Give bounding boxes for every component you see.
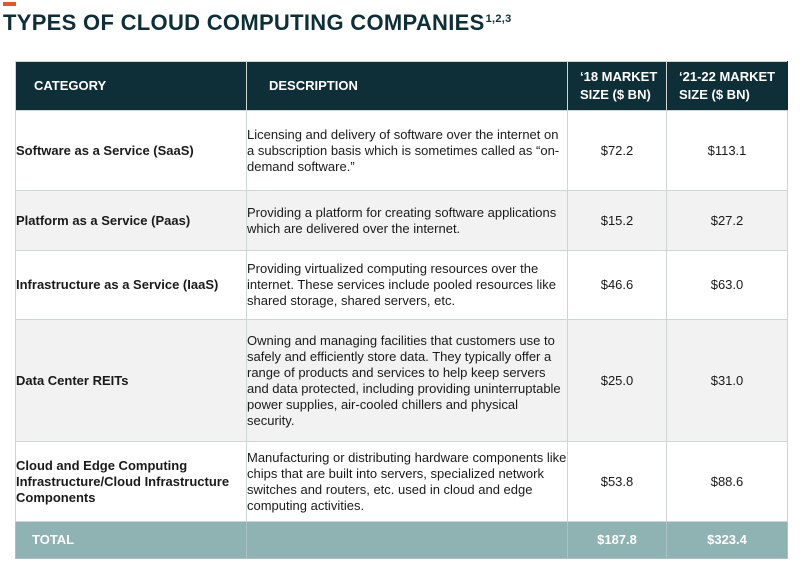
row-description: Providing virtualized computing resources over the internet. These services include pooled resources like shared storage, shared servers, etc. <box>247 251 568 320</box>
row-market-2122: $88.6 <box>667 442 788 522</box>
table-total-row <box>16 522 788 559</box>
header-market-2122: ‘21-22 MARKET SIZE ($ BN) <box>667 62 788 111</box>
title-text: TYPES OF CLOUD COMPUTING COMPANIES <box>3 10 485 35</box>
row-description: Owning and managing facilities that customers use to safely and efficiently store data. They typically offer a range of products and services to help keep servers and data protected, including providing uninterruptable power supplies, air-cooled chillers and physical security. <box>247 320 568 442</box>
table-header-row <box>16 62 788 111</box>
total-market-2122: $323.4 <box>667 522 788 559</box>
table-row <box>16 320 788 442</box>
header-market-2018: ‘18 MARKET SIZE ($ BN) <box>568 62 667 111</box>
table-row <box>16 251 788 320</box>
table-row <box>16 111 788 191</box>
row-description: Licensing and delivery of software over the internet on a subscription basis which is sometimes called as “on-demand software.” <box>247 111 568 191</box>
header-category: CATEGORY <box>16 62 247 111</box>
page-title <box>3 10 512 40</box>
row-market-2122: $31.0 <box>667 320 788 442</box>
row-market-2122: $63.0 <box>667 251 788 320</box>
table-row <box>16 442 788 522</box>
table-row <box>16 191 788 251</box>
row-description: Manufacturing or distributing hardware components like chips that are built into servers, specialized network switches and routers, etc. used in cloud and edge computing activities. <box>247 442 568 522</box>
row-market-2122: $113.1 <box>667 111 788 191</box>
header-description: DESCRIPTION <box>247 62 568 111</box>
row-market-2122: $27.2 <box>667 191 788 251</box>
row-category: Platform as a Service (Paas) <box>16 191 247 251</box>
row-category: Infrastructure as a Service (IaaS) <box>16 251 247 320</box>
row-market-2018: $25.0 <box>568 320 667 442</box>
total-market-2018: $187.8 <box>568 522 667 559</box>
row-category: Data Center REITs <box>16 320 247 442</box>
total-label: TOTAL <box>16 522 247 559</box>
row-market-2018: $15.2 <box>568 191 667 251</box>
accent-bar <box>3 2 16 6</box>
row-category: Software as a Service (SaaS) <box>16 111 247 191</box>
cloud-companies-table <box>15 61 788 559</box>
total-description <box>247 522 568 559</box>
title-footnote-refs: 1,2,3 <box>485 12 512 25</box>
row-market-2018: $72.2 <box>568 111 667 191</box>
row-market-2018: $46.6 <box>568 251 667 320</box>
row-market-2018: $53.8 <box>568 442 667 522</box>
row-category: Cloud and Edge Computing Infrastructure/Cloud Infrastructure Components <box>16 442 247 522</box>
row-description: Providing a platform for creating software applications which are delivered over the internet. <box>247 191 568 251</box>
